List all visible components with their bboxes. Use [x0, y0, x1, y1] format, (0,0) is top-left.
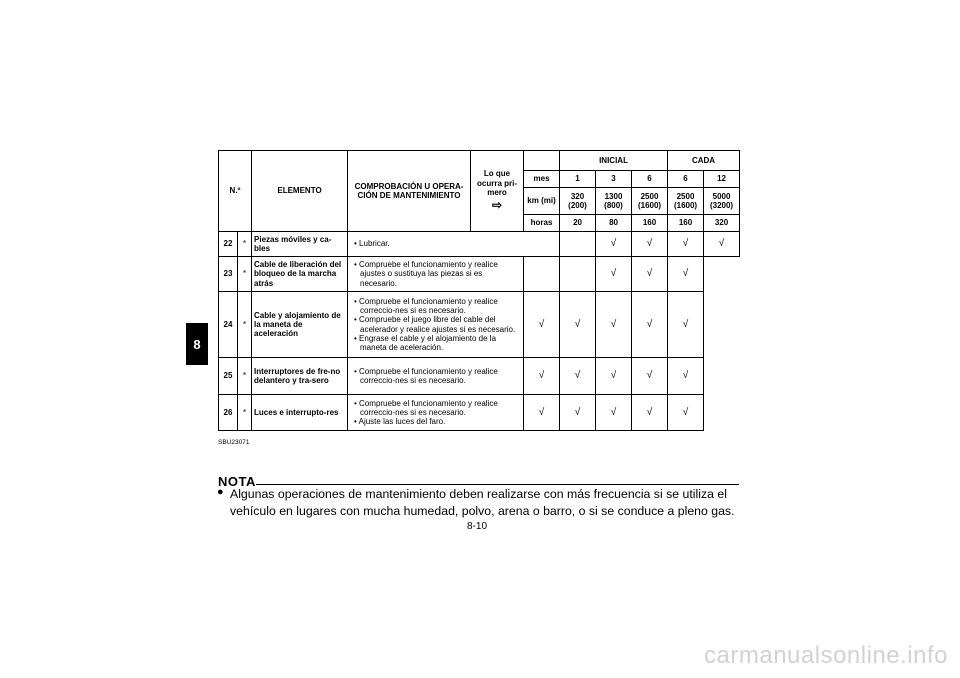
row-operation — [348, 232, 524, 257]
operation-item: • Lubricar. — [352, 239, 522, 248]
maintenance-table — [218, 150, 740, 431]
interval-value: 160 — [632, 215, 668, 232]
chapter-tab: 8 — [186, 323, 208, 365]
row-number: 22 — [219, 232, 238, 257]
row-number: 23 — [219, 257, 238, 292]
interval-label-km: km (mi) — [524, 188, 560, 215]
header-cada: CADA — [668, 151, 740, 171]
check-cell: √ — [668, 292, 704, 358]
row-element: Cable de liberación del bloqueo de la marcha atrás — [252, 257, 348, 292]
interval-value: 12 — [704, 171, 740, 188]
row-operation — [348, 257, 524, 292]
row-star: * — [238, 292, 252, 358]
check-cell: √ — [704, 232, 740, 257]
row-number: 25 — [219, 358, 238, 395]
header-first-label: Lo que ocurra pri-mero — [477, 169, 518, 197]
nota-divider — [256, 484, 739, 485]
watermark: carmanualsonline.info — [704, 642, 948, 669]
check-cell: √ — [668, 257, 704, 292]
check-cell: √ — [596, 395, 632, 431]
row-star: * — [238, 257, 252, 292]
check-cell: √ — [668, 358, 704, 395]
row-number: 24 — [219, 292, 238, 358]
nota-heading: NOTA — [218, 474, 256, 489]
row-element: Interruptores de fre-no delantero y tra-sero — [252, 358, 348, 395]
row-star: * — [238, 395, 252, 431]
arrow-right-icon: ⇨ — [491, 197, 503, 212]
row-star: * — [238, 358, 252, 395]
check-cell: √ — [560, 292, 596, 358]
interval-value: 20 — [560, 215, 596, 232]
header-num: N.º — [219, 151, 252, 232]
table-row — [219, 257, 740, 292]
interval-label-horas: horas — [524, 215, 560, 232]
check-cell: √ — [524, 395, 560, 431]
row-element: Luces e interrupto-res — [252, 395, 348, 431]
header-inicial: INICIAL — [560, 151, 668, 171]
interval-label-mes: mes — [524, 171, 560, 188]
check-cell: √ — [524, 292, 560, 358]
check-cell: √ — [632, 292, 668, 358]
page-number: 8-10 — [467, 521, 488, 532]
row-element: Cable y alojamiento de la maneta de aceleración — [252, 292, 348, 358]
interval-value: 1300 (800) — [596, 188, 632, 215]
row-star: * — [238, 232, 252, 257]
interval-value: 3 — [596, 171, 632, 188]
interval-value: 2500 (1600) — [632, 188, 668, 215]
header-element: ELEMENTO — [252, 151, 348, 232]
row-number: 26 — [219, 395, 238, 431]
check-cell: √ — [668, 232, 704, 257]
check-cell: √ — [596, 257, 632, 292]
check-cell: √ — [632, 232, 668, 257]
operation-item: • Compruebe el funcionamiento y realice correccio-nes si es necesario. — [352, 367, 521, 385]
check-cell: √ — [560, 358, 596, 395]
operation-item: • Compruebe el juego libre del cable del acelerador y realice ajustes si es necesario. — [352, 315, 521, 333]
check-cell: √ — [524, 358, 560, 395]
reference-code: SBU23071 — [218, 439, 250, 446]
interval-value: 6 — [668, 171, 704, 188]
header-operation: COMPROBACIÓN U OPERA-CIÓN DE MANTENIMIENTO — [348, 151, 471, 232]
check-cell: √ — [668, 395, 704, 431]
operation-item: • Compruebe el funcionamiento y realice correccio-nes si es necesario. — [352, 399, 521, 417]
interval-value: 6 — [632, 171, 668, 188]
interval-value: 320 (200) — [560, 188, 596, 215]
header-first — [471, 151, 524, 232]
bullet-icon: ● — [217, 486, 224, 498]
check-cell — [524, 257, 560, 292]
table-row — [219, 292, 740, 358]
table-row — [219, 395, 740, 431]
row-operation — [348, 395, 524, 431]
operation-item: • Engrase el cable y el alojamiento de la maneta de aceleración. — [352, 334, 521, 352]
check-cell: √ — [632, 257, 668, 292]
row-element: Piezas móviles y ca-bles — [252, 232, 348, 257]
table-row — [219, 232, 740, 257]
check-cell: √ — [560, 395, 596, 431]
interval-value: 1 — [560, 171, 596, 188]
interval-value: 2500 (1600) — [668, 188, 704, 215]
operation-item: • Ajuste las luces del faro. — [352, 417, 521, 426]
check-cell: √ — [632, 358, 668, 395]
interval-value: 5000 (3200) — [704, 188, 740, 215]
row-operation — [348, 292, 524, 358]
interval-value: 80 — [596, 215, 632, 232]
interval-value: 320 — [704, 215, 740, 232]
interval-value: 160 — [668, 215, 704, 232]
check-cell: √ — [596, 232, 632, 257]
table-row — [219, 358, 740, 395]
row-operation — [348, 358, 524, 395]
check-cell: √ — [632, 395, 668, 431]
nota-text: Algunas operaciones de mantenimiento deben realizarse con más frecuencia si se utiliza el vehículo en lugares con mucha humedad, polvo, arena o barro, o si se conduce a pleno gas. — [230, 487, 735, 518]
check-cell: √ — [596, 358, 632, 395]
check-cell — [560, 257, 596, 292]
check-cell — [560, 232, 596, 257]
operation-item: • Compruebe el funcionamiento y realice ajustes o sustituya las piezas si es necesario. — [352, 260, 521, 288]
check-cell: √ — [596, 292, 632, 358]
operation-item: • Compruebe el funcionamiento y realice correccio-nes si es necesario. — [352, 297, 521, 315]
